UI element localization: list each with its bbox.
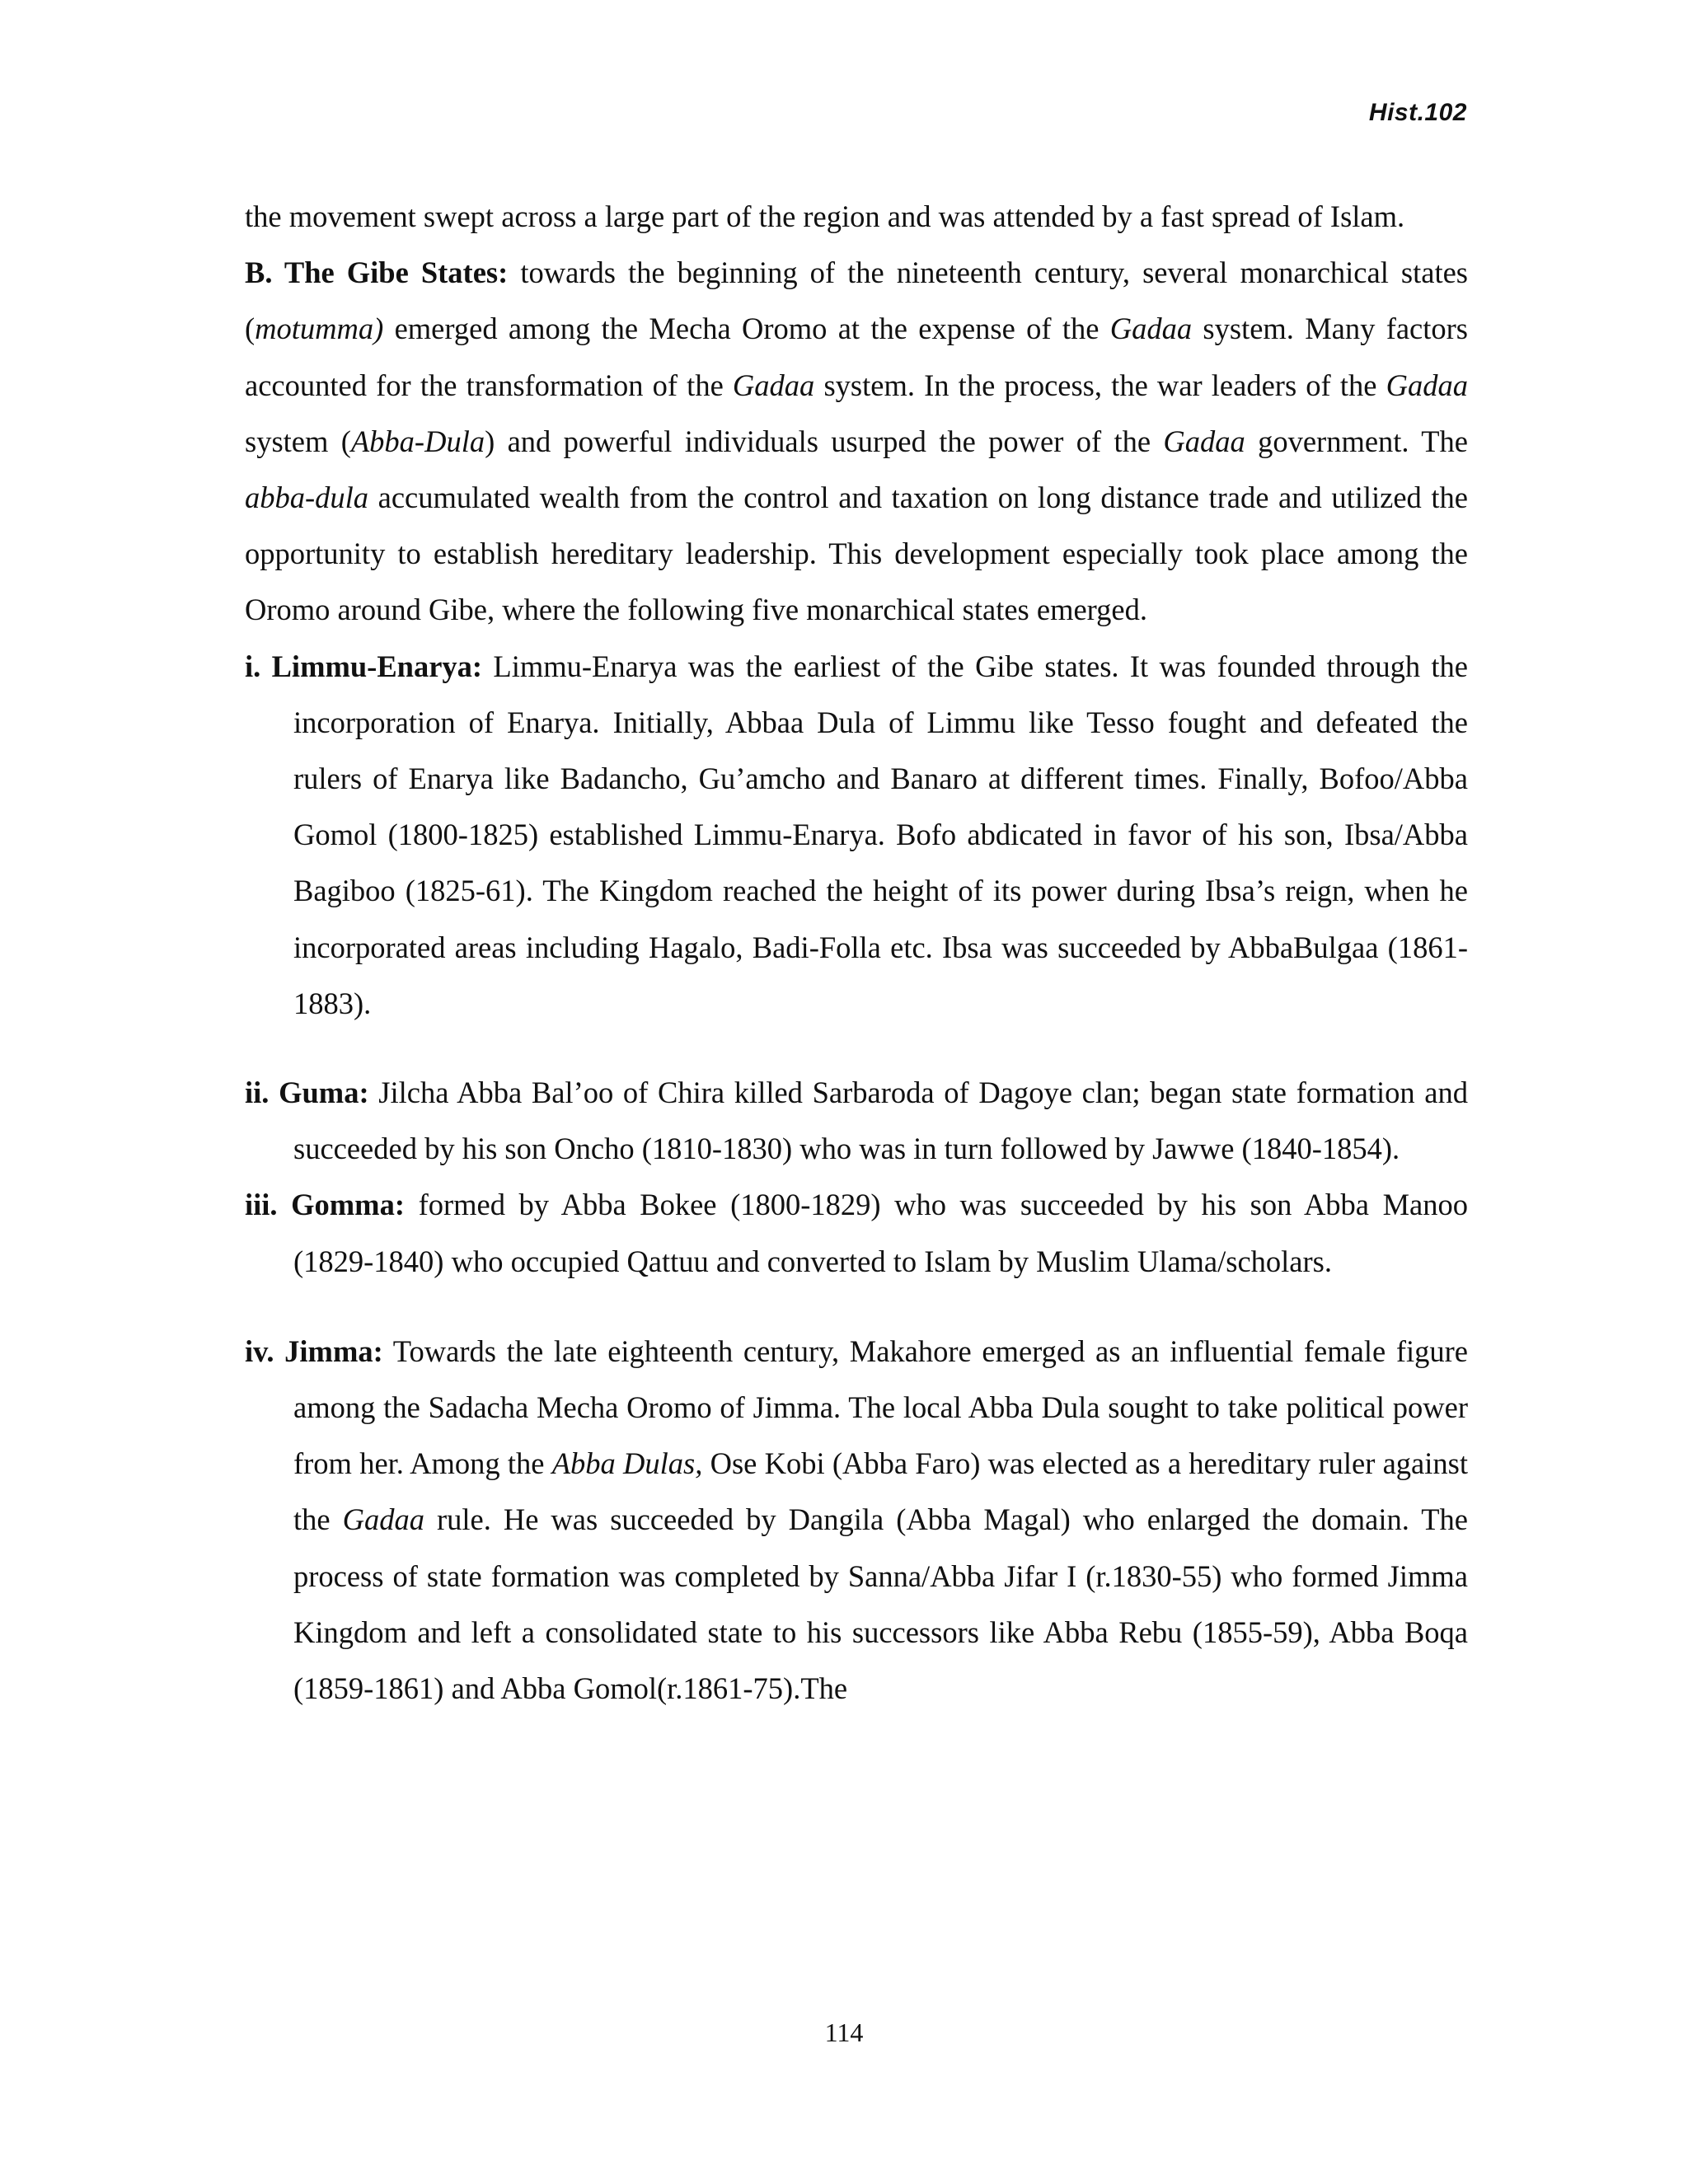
list-item-label: iv. Jimma: <box>245 1333 383 1368</box>
list-item-jimma: iv. Jimma: Towards the late eighteenth century, Makahore emerged as an influential female figure among the Sadacha Mecha Oromo of Jimma. The local Abba Dula sought to take political power from her. Among the Abba Dulas, Ose Kobi (Abba Faro) was elected as a hereditary ruler against the Gadaa rule. He was succeeded by Dangila (Abba Magal) who enlarged the domain. The process of state formation was completed by Sanna/Abba Jifar I (r.1830-55) who formed Jimma Kingdom and left a consolidated state to his successors like Abba Rebu (1855-59), Abba Boqa (1859-1861) and Abba Gomol(r.1861-75).The <box>245 1333 1469 1706</box>
list-item-label: ii. Guma: <box>245 1076 369 1110</box>
list-item-label: i. Limmu-Enarya: <box>245 649 483 683</box>
page-number: 114 <box>824 2018 864 2047</box>
intro-paragraph: the movement swept across a large part of the region and was attended by a fast spread of Islam. <box>245 199 1405 233</box>
list-item-guma: ii. Guma: Jilcha Abba Bal’oo of Chira killed Sarbaroda of Dagoye clan; began state formation and succeeded by his son Oncho (1810-1830) who was in turn followed by Jawwe (1840-1854). <box>245 1076 1468 1166</box>
page-body <box>245 189 1468 1717</box>
running-header: Hist.102 <box>1368 99 1467 126</box>
section-b-heading: B. The Gibe States: <box>245 255 509 290</box>
section-b-paragraph: B. The Gibe States: towards the beginning of the nineteenth century, several monarchical states (motumma) emerged among the Mecha Oromo at the expense of the Gadaa system. Many factors accounted for the transformation of the Gadaa system. In the process, the war leaders of the Gadaa system (Abba-Dula) and powerful individuals usurped the power of the Gadaa government. The abba-dula accumulated wealth from the control and taxation on long distance trade and utilized the opportunity to establish hereditary leadership. This development especially took place among the Oromo around Gibe, where the following five monarchical states emerged. <box>245 255 1468 627</box>
list-item-gomma: iii. Gomma: formed by Abba Bokee (1800-1829) who was succeeded by his son Abba Manoo (1829-1840) who occupied Qattuu and converted to Islam by Muslim Ulama/scholars. <box>245 1188 1468 1278</box>
list-item-label: iii. Gomma: <box>245 1188 405 1222</box>
list-item-limmu-enarya: i. Limmu-Enarya: Limmu-Enarya was the earliest of the Gibe states. It was founded through the incorporation of Enarya. Initially, Abbaa Dula of Limmu like Tesso fought and defeated the rulers of Enarya like Badancho, Gu’amcho and Banaro at different times. Finally, Bofoo/Abba Gomol (1800-1825) established Limmu-Enarya. Bofo abdicated in favor of his son, Ibsa/Abba Bagiboo (1825-61). The Kingdom reached the height of its power during Ibsa’s reign, when he incorporated areas including Hagalo, Badi-Folla etc. Ibsa was succeeded by AbbaBulgaa (1861-1883). <box>245 649 1468 1020</box>
